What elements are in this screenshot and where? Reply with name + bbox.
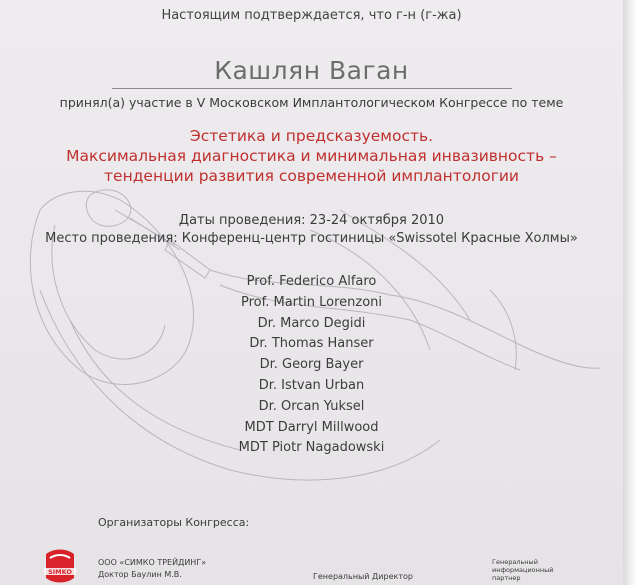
organizer-person: Доктор Баулин М.В. bbox=[98, 570, 182, 579]
speaker-name: Dr. Marco Degidi bbox=[257, 315, 366, 331]
congress-dates: Даты проведения: 23-24 октября 2010 bbox=[178, 213, 445, 228]
director-label: Генеральный Директор bbox=[313, 572, 413, 581]
participant-name: Кашлян Ваган bbox=[214, 56, 409, 85]
speaker-name: Dr. Thomas Hanser bbox=[249, 336, 374, 352]
topic-line: тенденции развития современной имплантологии bbox=[104, 167, 519, 185]
congress-venue: Место проведения: Конференц-центр гостиницы «Swissotel Красные Холмы» bbox=[45, 231, 578, 246]
speaker-name: Prof. Federico Alfaro bbox=[246, 274, 377, 289]
partner-label-line: информационный bbox=[492, 566, 554, 574]
organizers-label: Организаторы Конгресса: bbox=[98, 516, 250, 529]
participation-statement: принял(а) участие в V Московском Имплантологическом Конгрессе по теме bbox=[59, 95, 564, 110]
organizer-company: ООО «СИМКО ТРЕЙДИНГ» bbox=[98, 558, 207, 567]
speaker-name: MDT Piotr Nagadowski bbox=[238, 440, 385, 456]
simko-logo-icon bbox=[42, 540, 78, 585]
partner-label-line: партнер bbox=[492, 574, 521, 582]
congress-topic bbox=[0, 126, 623, 186]
speaker-name: Dr. Georg Bayer bbox=[259, 357, 364, 373]
info-partner-label bbox=[492, 558, 554, 582]
partner-label-line: Генеральный bbox=[492, 558, 538, 566]
speaker-name: Prof. Martin Lorenzoni bbox=[240, 294, 383, 310]
speaker-name: MDT Darryl Millwood bbox=[244, 419, 379, 435]
topic-line: Эстетика и предсказуемость. bbox=[189, 127, 434, 145]
page-edge bbox=[623, 0, 637, 585]
topic-line: Максимальная диагностика и минимальная инвазивность – bbox=[66, 147, 557, 165]
speaker-name: Dr. Orcan Yuksel bbox=[258, 398, 365, 414]
logo-wordmark: SIMKO bbox=[48, 568, 72, 576]
speaker-list bbox=[0, 272, 623, 459]
speaker-name: Dr. Istvan Urban bbox=[258, 377, 365, 393]
confirmation-intro: Настоящим подтверждается, что г-н (г-жа) bbox=[161, 8, 462, 23]
name-underline bbox=[112, 88, 512, 89]
